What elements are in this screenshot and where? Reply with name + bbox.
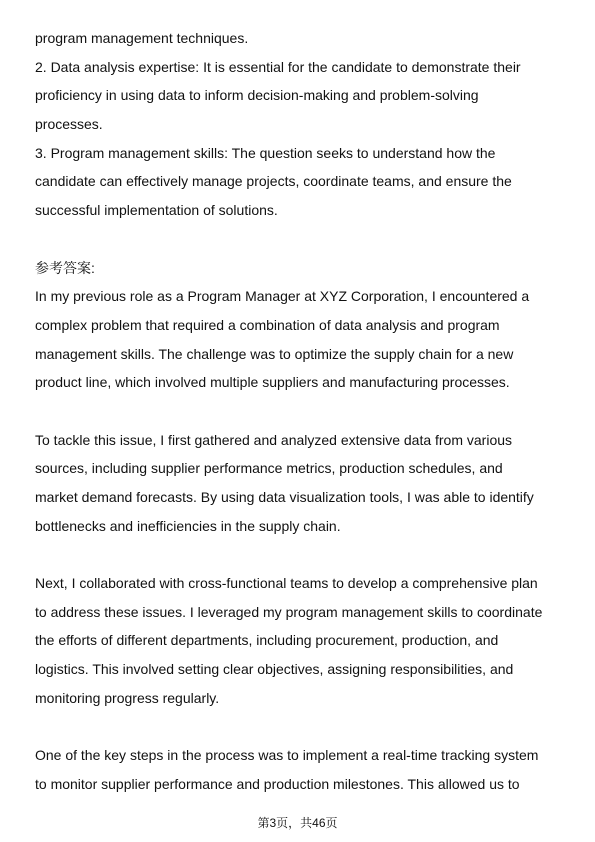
body-line: market demand forecasts. By using data visualization tools, I was able to identify: [35, 489, 534, 505]
body-line: sources, including supplier performance metrics, production schedules, and: [35, 460, 503, 477]
document-body: [35, 24, 565, 799]
body-line: the efforts of different departments, including procurement, production, and: [35, 632, 499, 649]
paragraph-spacer: [35, 540, 565, 569]
body-line: to monitor supplier performance and production milestones. This allowed us to: [35, 775, 520, 792]
body-line: logistics. This involved setting clear objectives, assigning responsibilities, and: [35, 661, 514, 678]
body-line: to address these issues. I leveraged my program management skills to coordinate: [35, 603, 543, 620]
paragraph-spacer: [35, 397, 565, 426]
body-line: proficiency in using data to inform decision-making and problem-solving: [35, 87, 479, 104]
paragraph-spacer: [35, 713, 565, 742]
body-line: complex problem that required a combination of data analysis and program: [35, 316, 500, 333]
body-line: To tackle this issue, I first gathered and analyzed extensive data from various: [35, 431, 513, 448]
body-line: 3. Program management skills: The question seeks to understand how the: [35, 144, 496, 161]
body-line: product line, which involved multiple suppliers and manufacturing processes.: [35, 374, 510, 391]
paragraph-spacer: [35, 225, 565, 254]
body-line: successful implementation of solutions.: [35, 202, 278, 219]
body-line: Next, I collaborated with cross-functional teams to develop a comprehensive plan: [35, 575, 538, 592]
body-line: program management techniques.: [35, 30, 249, 46]
body-line: processes.: [35, 116, 103, 133]
page-number-footer: 第3页，共46页: [257, 816, 338, 830]
answer-heading: 参考答案:: [35, 259, 95, 276]
body-line: 2. Data analysis expertise: It is essential for the candidate to demonstrate their: [35, 58, 521, 75]
body-line: bottlenecks and inefficiencies in the supply chain.: [35, 517, 341, 534]
body-line: management skills. The challenge was to optimize the supply chain for a new: [35, 345, 514, 362]
body-line: monitoring progress regularly.: [35, 689, 220, 706]
body-line: candidate can effectively manage projects, coordinate teams, and ensure the: [35, 173, 512, 190]
body-line: In my previous role as a Program Manager at XYZ Corporation, I encountered a: [35, 288, 530, 305]
body-line: One of the key steps in the process was to implement a real-time tracking system: [35, 747, 539, 764]
